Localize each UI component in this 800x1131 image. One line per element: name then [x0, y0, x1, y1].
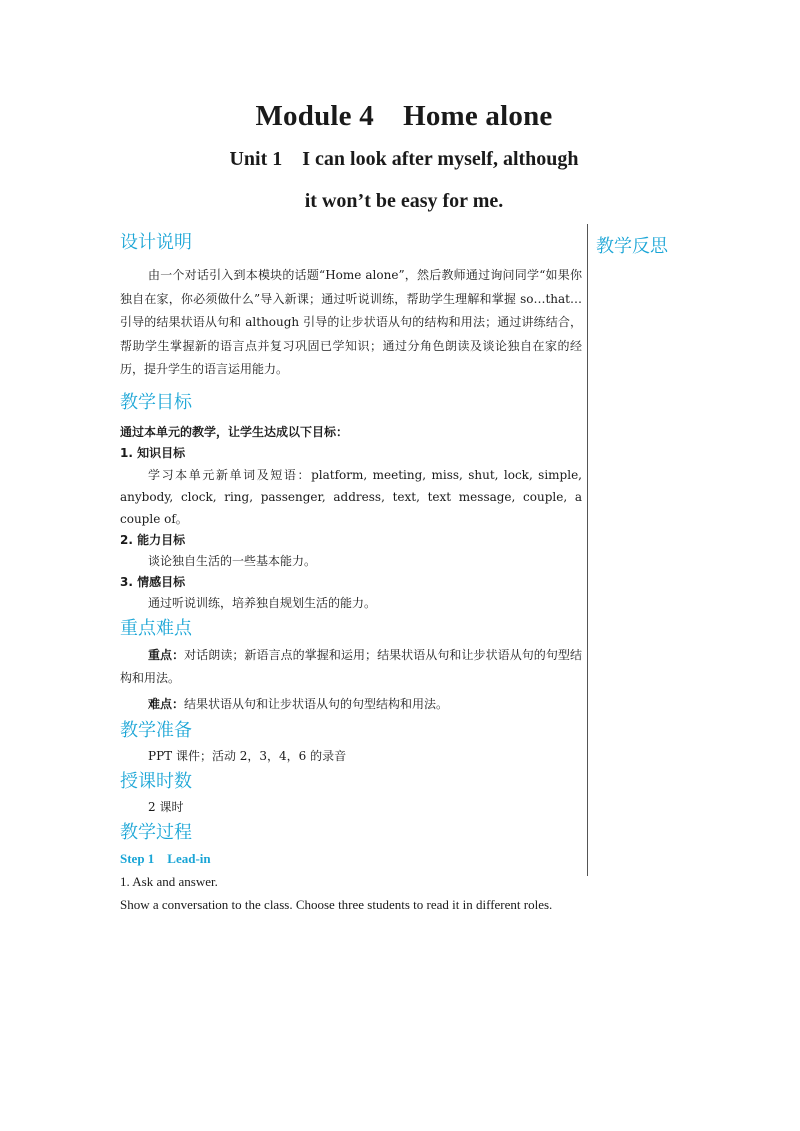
- key-point-text: [120, 644, 582, 690]
- process-heading: 教学过程: [120, 821, 192, 843]
- side-column-rule: [587, 224, 588, 876]
- goal-emotion-text: 通过听说训练，培养独自规划生活的能力。: [148, 595, 377, 610]
- reflection-heading: 教学反思: [596, 236, 668, 257]
- design-heading: 设计说明: [120, 232, 192, 253]
- difficult-point-label: 难点：: [148, 696, 185, 711]
- goals-intro: 通过本单元的教学，让学生达成以下目标：: [120, 424, 349, 439]
- goal-ability-text: 谈论独自生活的一些基本能力。: [148, 553, 317, 568]
- goal-knowledge-label: 1. 知识目标: [120, 445, 186, 460]
- main-column: [120, 230, 582, 916]
- key-points-heading: 重点难点: [120, 617, 192, 639]
- hours-heading: 授课时数: [120, 770, 192, 792]
- preparation-text: PPT 课件；活动 2，3，4，6 的录音: [148, 748, 347, 763]
- step-1-title: Step 1 Lead-in: [120, 850, 211, 866]
- key-point-label: 重点：: [148, 647, 185, 662]
- goal-knowledge-text: 学习本单元新单词及短语：platform, meeting, miss, shut, lock, simple, anybody, clock, ring, passenger, address, text, text message, couple, a couple of。: [120, 467, 582, 526]
- preparation-heading: 教学准备: [120, 719, 192, 741]
- goal-emotion-label: 3. 情感目标: [120, 574, 186, 589]
- goals-heading: 教学目标: [120, 391, 192, 413]
- key-point-body: 对话朗读；新语言点的掌握和运用；结果状语从句和让步状语从句的句型结构和用法。: [120, 647, 582, 685]
- process-text: Show a conversation to the class. Choose three students to read it in different roles.: [120, 896, 553, 912]
- difficult-point-body: 结果状语从句和让步状语从句的句型结构和用法。: [184, 696, 449, 711]
- design-text: 由一个对话引入到本模块的话题“Home alone”，然后教师通过询问同学“如果你独自在家，你必须做什么”导入新课；通过听说训练，帮助学生理解和掌握 so…that…引导的结果状语从句和 although 引导的让步状语从句的结构和用法；通过讲练结合，帮助学生掌握新的语言点并复习巩固已学知识；通过分角色朗读及谈论独自在家的经历，提升学生的语言运用能力。: [120, 268, 582, 376]
- unit-title-line-2: it won’t be easy for me.: [304, 190, 504, 212]
- goal-ability-label: 2. 能力目标: [120, 532, 186, 547]
- hours-text: 2 课时: [148, 799, 184, 814]
- process-item: 1. Ask and answer.: [120, 873, 218, 889]
- difficult-point-text: [120, 693, 582, 716]
- module-title: Module 4 Home alone: [255, 100, 553, 132]
- unit-title-line-1: Unit 1 I can look after myself, although: [229, 148, 579, 170]
